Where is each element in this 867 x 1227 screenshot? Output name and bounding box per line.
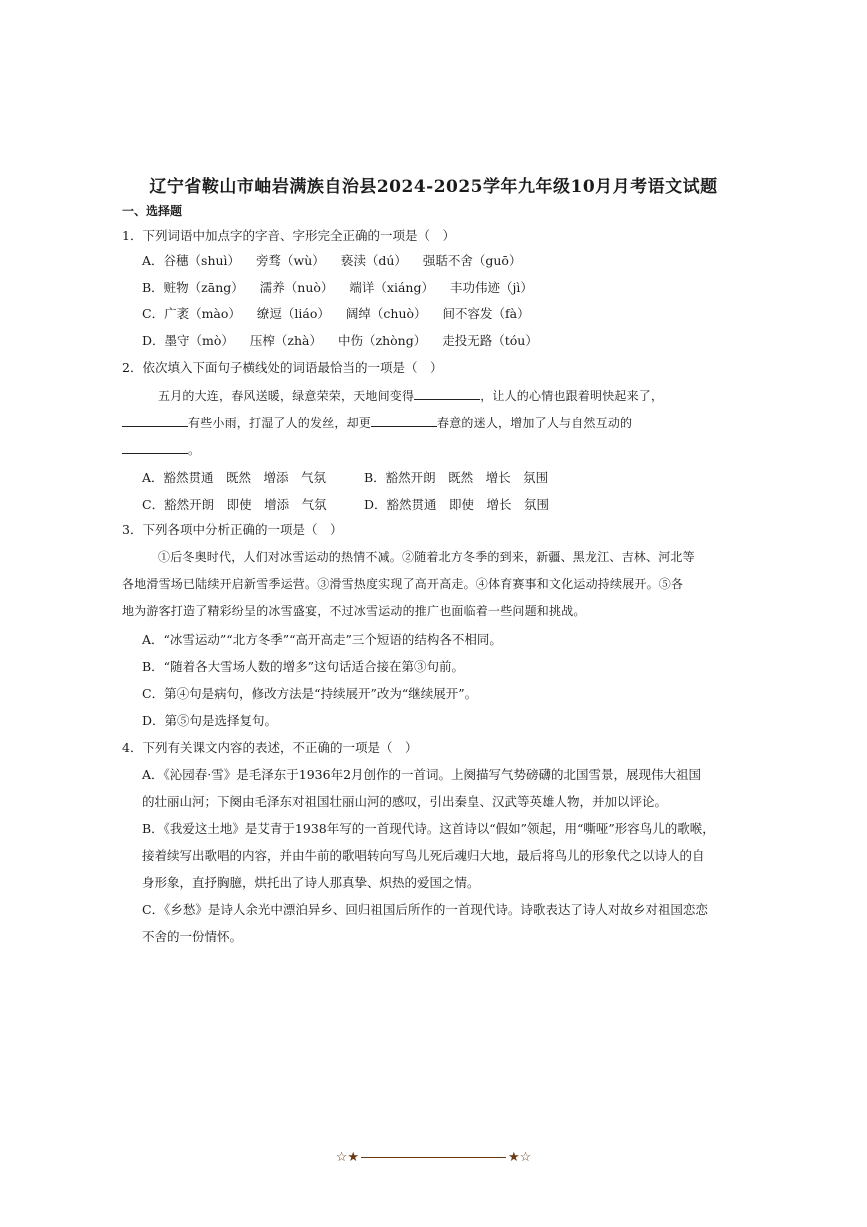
page-title: 辽宁省鞍山市岫岩满族自治县2024-2025学年九年级10月月考语文试题 bbox=[149, 177, 718, 197]
fill-blank bbox=[371, 416, 437, 427]
question-4-option-c-line: C．《乡愁》是诗人余光中漂泊异乡、回归祖国后所作的一首现代诗。诗歌表达了诗人对故乡对祖国恋恋 bbox=[142, 902, 708, 917]
question-1-option-c: C．广袤（mào） 缭逗（liáo） 阔绰（chuò） 间不容发（fà） bbox=[142, 306, 530, 321]
section-heading: 一、选择题 bbox=[122, 204, 183, 218]
question-4-option-a-line: A．《沁园春·雪》是毛泽东于1936年2月创作的一首词。上阕描写气势磅礴的北国雪景，展现伟大祖国 bbox=[142, 767, 702, 782]
question-2-option-a: A．豁然贯通 既然 增添 气氛 bbox=[142, 470, 327, 485]
question-1-option-a: A．谷穗（shuì） 旁骛（wù） 亵渎（dú） 强聒不舍（guō） bbox=[142, 253, 522, 268]
question-4-option-b-line: B．《我爱这土地》是艾青于1938年写的一首现代诗。这首诗以“假如”领起，用“嘶哑”形容鸟儿的歌喉， bbox=[142, 821, 715, 836]
footer-ornament bbox=[0, 1150, 867, 1165]
passage-line: 各地滑雪场已陆续开启新雪季运营。③滑雪热度实现了高开高走。④体育赛事和文化运动持续展开。⑤各 bbox=[122, 577, 684, 591]
question-1-option-b: B．赃物（zāng） 濡养（nuò） 端详（xiáng） 丰功伟迹（jì） bbox=[142, 280, 533, 295]
question-2-option-c: C．豁然开朗 即使 增添 气氛 bbox=[142, 497, 327, 512]
question-2-option-d: D．豁然贯通 即使 增长 氛围 bbox=[364, 497, 550, 512]
question-3-option-b: B．“随着各大雪场人数的增多”这句话适合接在第③句前。 bbox=[142, 659, 464, 674]
fill-blank bbox=[414, 389, 480, 400]
question-3-option-c: C．第④句是病句，修改方法是“持续展开”改为“继续展开”。 bbox=[142, 686, 478, 701]
fill-blank bbox=[122, 416, 188, 427]
star-icon: ☆★ bbox=[335, 1150, 359, 1165]
footer-rule bbox=[361, 1157, 506, 1158]
question-2-option-b: B．豁然开朗 既然 增长 氛围 bbox=[364, 470, 549, 485]
passage-line: 有些小雨，打湿了人的发丝，却更 春意的迷人，增加了人与自然互动的 bbox=[122, 414, 632, 431]
question-1-option-d: D．墨守（mò） 压榨（zhà） 中伤（zhòng） 走投无路（tóu） bbox=[142, 333, 538, 348]
question-4-option-c-line: 不舍的一份情怀。 bbox=[142, 929, 243, 944]
question-3-stem: 3．下列各项中分析正确的一项是（ ） bbox=[122, 522, 343, 537]
fill-blank bbox=[122, 443, 188, 454]
question-4-stem: 4．下列有关课文内容的表述，不正确的一项是（ ） bbox=[122, 740, 418, 755]
passage-line: 地为游客打造了精彩纷呈的冰雪盛宴，不过冰雪运动的推广也面临着一些问题和挑战。 bbox=[122, 604, 586, 618]
question-4-option-a-line: 的壮丽山河；下阕由毛泽东对祖国壮丽山河的感叹，引出秦皇、汉武等英雄人物，并加以评论。 bbox=[142, 794, 668, 809]
star-icon: ★☆ bbox=[508, 1150, 532, 1165]
question-3-option-a: A．“冰雪运动”“北方冬季”“高开高走”三个短语的结构各不相同。 bbox=[142, 632, 502, 647]
question-3-option-d: D．第⑤句是选择复句。 bbox=[142, 713, 278, 728]
passage-line: ①后冬奥时代，人们对冰雪运动的热情不减。②随着北方冬季的到来，新疆、黑龙江、吉林、河北等 bbox=[158, 550, 695, 564]
question-4-option-b-line: 接着续写出歌唱的内容，并由牛前的歌唱转向写鸟儿死后魂归大地，最后将鸟儿的形象代之以诗人的自 bbox=[142, 848, 705, 863]
passage-line: 五月的大连，春风送暖，绿意荣荣，天地间变得 ，让人的心情也跟着明快起来了， bbox=[158, 389, 664, 403]
passage-line: 。 bbox=[122, 441, 200, 458]
question-1-stem: 1．下列词语中加点字的字音、字形完全正确的一项是（ ） bbox=[122, 228, 455, 243]
question-2-stem: 2．依次填入下面句子横线处的词语最恰当的一项是（ ） bbox=[122, 360, 443, 375]
question-4-option-b-line: 身形象，直抒胸臆，烘托出了诗人那真挚、炽热的爱国之情。 bbox=[142, 875, 480, 890]
